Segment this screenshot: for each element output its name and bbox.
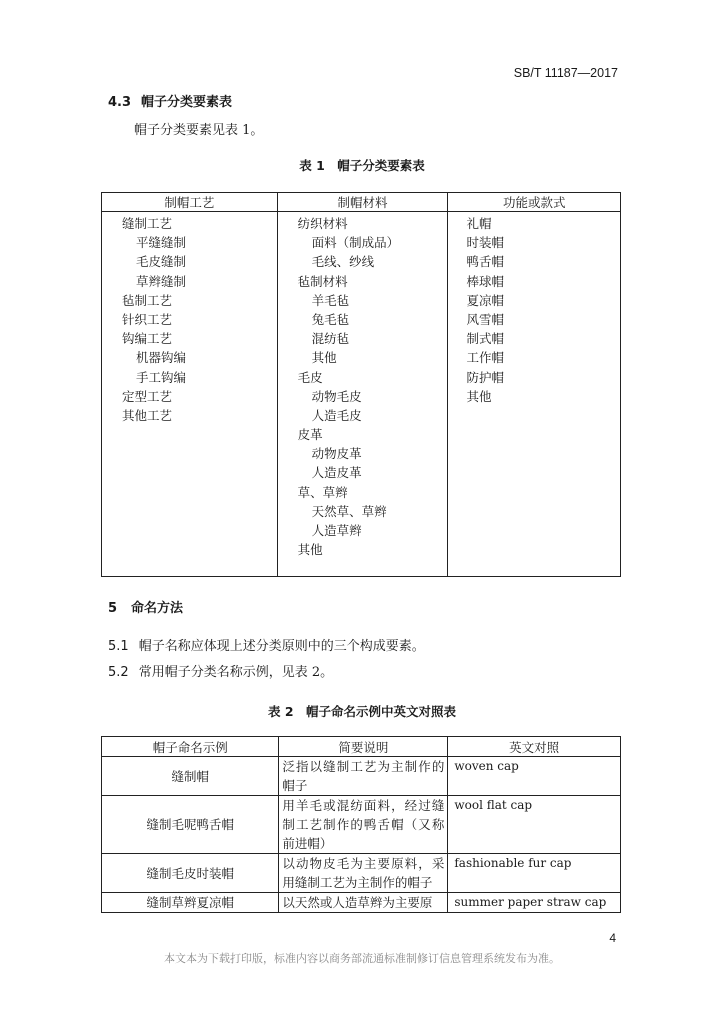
process-item: 机器钩编 [136, 350, 187, 366]
example-name: 缝制帽 [102, 757, 279, 796]
material-item: 动物皮革 [311, 446, 362, 462]
material-item: 其他 [297, 542, 323, 558]
process-item: 钩编工艺 [122, 331, 173, 347]
section-5-1 [108, 635, 425, 654]
function-item: 风雪帽 [466, 311, 504, 327]
example-name: 缝制毛皮时装帽 [102, 854, 279, 893]
function-item: 礼帽 [466, 216, 492, 231]
example-english: woven cap [448, 757, 621, 796]
table1-header-process: 制帽工艺 [102, 193, 278, 212]
material-item: 羊毛毡 [311, 292, 350, 308]
table1-function-cell [448, 212, 621, 577]
table-row [102, 796, 621, 854]
function-item: 时装帽 [466, 235, 504, 251]
function-item: 其他 [466, 388, 492, 404]
material-item: 面料（制成品） [311, 235, 400, 251]
section-number: 4.3 [108, 95, 132, 110]
table1-material-cell [277, 212, 448, 577]
section-number: 5.2 [108, 665, 129, 680]
table2-header-name: 帽子命名示例 [102, 737, 279, 757]
material-item: 毛皮 [297, 369, 323, 385]
material-item: 纺织材料 [297, 216, 348, 231]
material-item: 人造毛皮 [311, 407, 362, 423]
process-item: 毛皮缝制 [136, 254, 187, 270]
example-description: 泛指以缝制工艺为主制作的帽子 [279, 757, 448, 796]
footer-note: 本文本为下载打印版，标准内容以商务部流通标准制修订信息管理系统发布为准。 [164, 952, 560, 965]
material-item: 天然草、草辫 [311, 503, 387, 519]
example-english: wool flat cap [448, 796, 621, 854]
function-item: 夏凉帽 [466, 292, 504, 308]
section-title: 命名方法 [131, 601, 184, 616]
table-row [102, 893, 621, 913]
section-number: 5 [108, 601, 118, 616]
table1-process-cell [102, 212, 278, 577]
section-text: 常用帽子分类名称示例，见表 2。 [138, 665, 334, 680]
example-name: 缝制草辫夏凉帽 [102, 893, 279, 913]
section-4-3-text: 帽子分类要素见表 1。 [134, 123, 264, 138]
process-item: 定型工艺 [122, 388, 173, 404]
table-row [102, 854, 621, 893]
page-number: 4 [609, 931, 616, 945]
function-item: 鸭舌帽 [466, 254, 504, 270]
process-item: 针织工艺 [122, 311, 173, 327]
process-item: 草辫缝制 [136, 273, 187, 289]
material-item: 动物毛皮 [311, 388, 362, 404]
material-item: 皮革 [297, 427, 323, 443]
section-4-3-heading [108, 91, 232, 110]
material-item: 毛线、纱线 [311, 254, 375, 270]
naming-examples-table [101, 736, 621, 913]
material-item: 毡制材料 [297, 273, 348, 289]
process-item: 其他工艺 [122, 407, 173, 423]
example-description: 用羊毛或混纺面料，经过缝制工艺制作的鸭舌帽（又称前进帽） [279, 796, 448, 854]
process-item: 毡制工艺 [122, 292, 173, 308]
table-row [102, 757, 621, 796]
example-description: 以天然或人造草辫为主要原 [279, 893, 448, 913]
section-text: 帽子名称应体现上述分类原则中的三个构成要素。 [138, 639, 425, 654]
table2-header-desc: 简要说明 [279, 737, 448, 757]
function-item: 防护帽 [466, 369, 504, 385]
function-item: 棒球帽 [466, 273, 504, 289]
classification-table [101, 192, 621, 577]
table2-header-english: 英文对照 [448, 737, 621, 757]
example-english: fashionable fur cap [448, 854, 621, 893]
function-item: 制式帽 [466, 331, 504, 347]
section-5-2 [108, 661, 333, 680]
example-english: summer paper straw cap [448, 893, 621, 913]
material-item: 混纺毡 [311, 331, 350, 347]
standard-code: SB/T 11187—2017 [513, 66, 618, 80]
function-item: 工作帽 [466, 350, 504, 366]
process-item: 手工钩编 [136, 369, 187, 385]
material-item: 兔毛毡 [311, 311, 350, 327]
section-5-heading [108, 597, 183, 616]
section-number: 5.1 [108, 639, 129, 654]
example-name: 缝制毛呢鸭舌帽 [102, 796, 279, 854]
table2-caption: 表 2 帽子命名示例中英文对照表 [267, 704, 457, 719]
material-item: 其他 [311, 350, 337, 366]
section-title: 帽子分类要素表 [141, 95, 233, 110]
table1-header-material: 制帽材料 [277, 193, 448, 212]
material-item: 草、草辫 [297, 484, 348, 500]
material-item: 人造皮革 [311, 465, 362, 481]
process-item: 平缝缝制 [136, 235, 187, 251]
table1-header-function: 功能或款式 [448, 193, 621, 212]
material-item: 人造草辫 [311, 523, 362, 538]
process-item: 缝制工艺 [122, 216, 173, 231]
example-description: 以动物皮毛为主要原料，采用缝制工艺为主制作的帽子 [279, 854, 448, 893]
table1-caption: 表 1 帽子分类要素表 [299, 158, 425, 173]
